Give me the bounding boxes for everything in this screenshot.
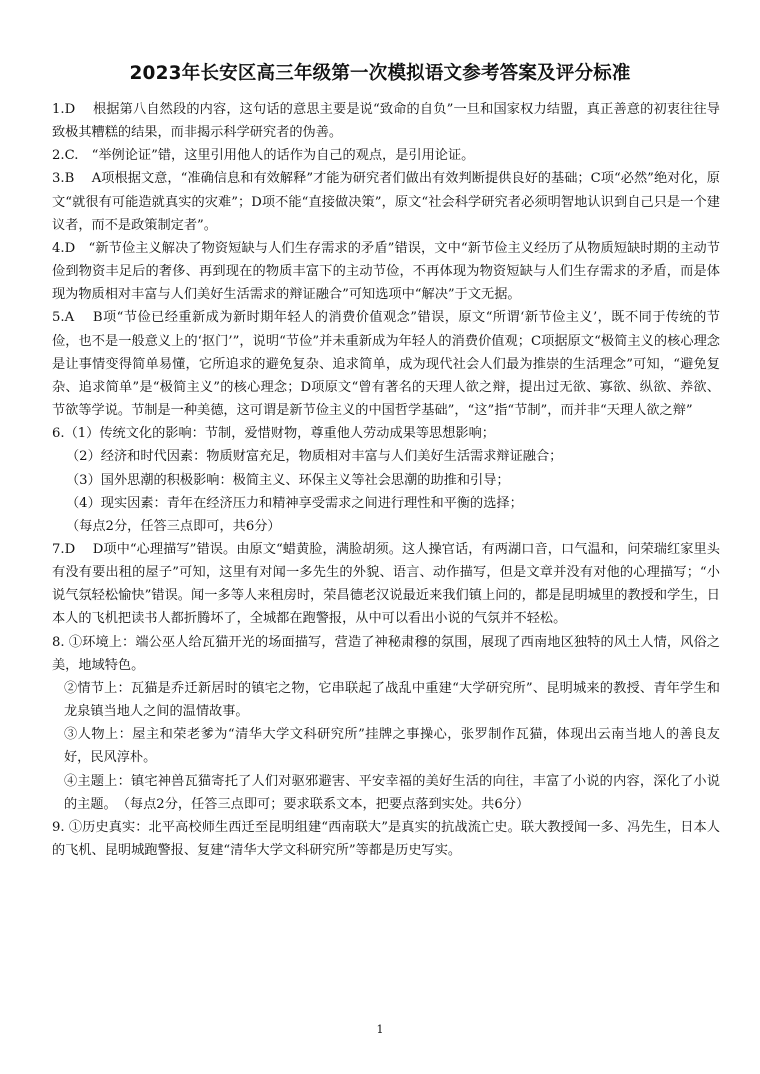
answer-8-point-2: ②情节上：瓦猫是乔迁新居时的镇宅之物，它串联起了战乱中重建“大学研究所”、昆明城来的教授、青年学生和龙泉镇当地人之间的温情故事。: [64, 680, 720, 720]
answer-6-point-3: （3）国外思潮的积极影响：极简主义、环保主义等社会思潮的助推和引导；: [66, 472, 510, 488]
answer-7: 7.D D项中“心理描写”错误。由原文“蜡黄脸，满脸胡须。这人操官话，有两湖口音，口气温和，问荣瑞红家里头有没有要出租的屋子”可知，这里有对闻一多先生的外貌、语言、动作描写，但是文章并没有对他的心理描写；“小说气氛轻松愉快”错误。闻一多等人来租房时，荣昌德老汉说最近来我们镇上问的，都是昆明城里的教授和学生，日本人的飞机把读书人都折腾坏了，全城都在跑警报，从中可以看出小说的气氛并不轻松。: [52, 541, 720, 627]
answer-9-point-1: 9. ①历史真实：北平高校师生西迁至昆明组建“西南联大”是真实的抗战流亡史。联大教授闻一多、冯先生，日本人的飞机、昆明城跑警报、复建“清华大学文科研究所”等都是历史写实。: [52, 819, 720, 858]
answer-8-point-4: ④主题上：镇宅神兽瓦猫寄托了人们对驱邪避害、平安幸福的美好生活的向往，丰富了小说的内容，深化了小说的主题。 （每点2分，任答三点即可；要求联系文本，把要点落到实处。共6分）: [64, 773, 720, 812]
answer-6-point-1: 6.（1）传统文化的影响：节制，爱惜财物，尊重他人劳动成果等思想影响；: [52, 426, 495, 442]
answer-8-point-1: 8. ①环境上：端公巫人给瓦猫开光的场面描写，营造了神秘肃穆的氛围，展现了西南地区独特的风土人情，风俗之美，地域特色。: [52, 634, 720, 673]
answer-5: 5.A B项“节俭已经重新成为新时期年轻人的消费价值观念”错误，原文“所谓‘新节俭主义’，既不同于传统的节俭，也不是一般意义上的‘抠门’”，说明“节俭”并未重新成为年轻人的消费价值观；C项据原文“极简主义的核心理念是让事情变得简单易懂，它所追求的避免复杂、追求简单，成为现代社会人们最为推崇的生活理念”可知，“避免复杂、追求简单”是“极简主义”的核心理念；D项原文“曾有著名的天理人欲之辩，提出过无欲、寡欲、纵欲、养欲、节欲等学说。节制是一种美德，这可谓是新节俭主义的中国哲学基础”，“这”指“节制”，而并非“天理人欲之辩”: [52, 310, 720, 419]
answer-1: 1.D 根据第八自然段的内容，这句话的意思主要是说“致命的自负”一旦和国家权力结盟，真正善意的初衷往往导致极其糟糕的结果，而非揭示科学研究者的伪善。: [52, 102, 720, 141]
answer-6-scoring-note: （每点2分，任答三点即可，共6分）: [66, 518, 281, 534]
answer-3: 3.B A项根据文意，“准确信息和有效解释”才能为研究者们做出有效判断提供良好的基础；C项“必然”绝对化，原文“就很有可能造就真实的灾难”；D项不能“直接做决策”，原文“社会科学研究者必须明智地认识到自己只是一个建议者，而不是政策制定者”。: [52, 171, 720, 233]
page-number: 1: [376, 1023, 384, 1036]
answer-4: 4.D “新节俭主义解决了物资短缺与人们生存需求的矛盾”错误，文中“新节俭主义经历了从物质短缺时期的主动节俭到物资丰足后的奢侈、再到现在的物质丰富下的主动节俭，不再体现为物资短缺与人们生存需求的矛盾，而是体现为物质相对丰富与人们美好生活需求的辩证融合”可知选项中“解决”于文无据。: [52, 240, 720, 303]
answer-6-point-4: （4）现实因素：青年在经济压力和精神享受需求之间进行理性和平衡的选择；: [66, 495, 523, 511]
document-title: 2023年长安区高三年级第一次模拟语文参考答案及评分标准: [129, 63, 631, 84]
answer-8-point-3: ③人物上：屋主和荣老爹为“清华大学文科研究所”挂牌之事操心，张罗制作瓦猫，体现出云南当地人的善良友好，民风淳朴。: [64, 727, 720, 766]
document-body: [52, 98, 720, 862]
answer-2: 2.C. “举例论证”错，这里引用他人的话作为自己的观点，是引用论证。: [52, 148, 475, 164]
answer-6-point-2: （2）经济和时代因素：物质财富充足，物质相对丰富与人们美好生活需求辩证融合；: [66, 449, 563, 465]
